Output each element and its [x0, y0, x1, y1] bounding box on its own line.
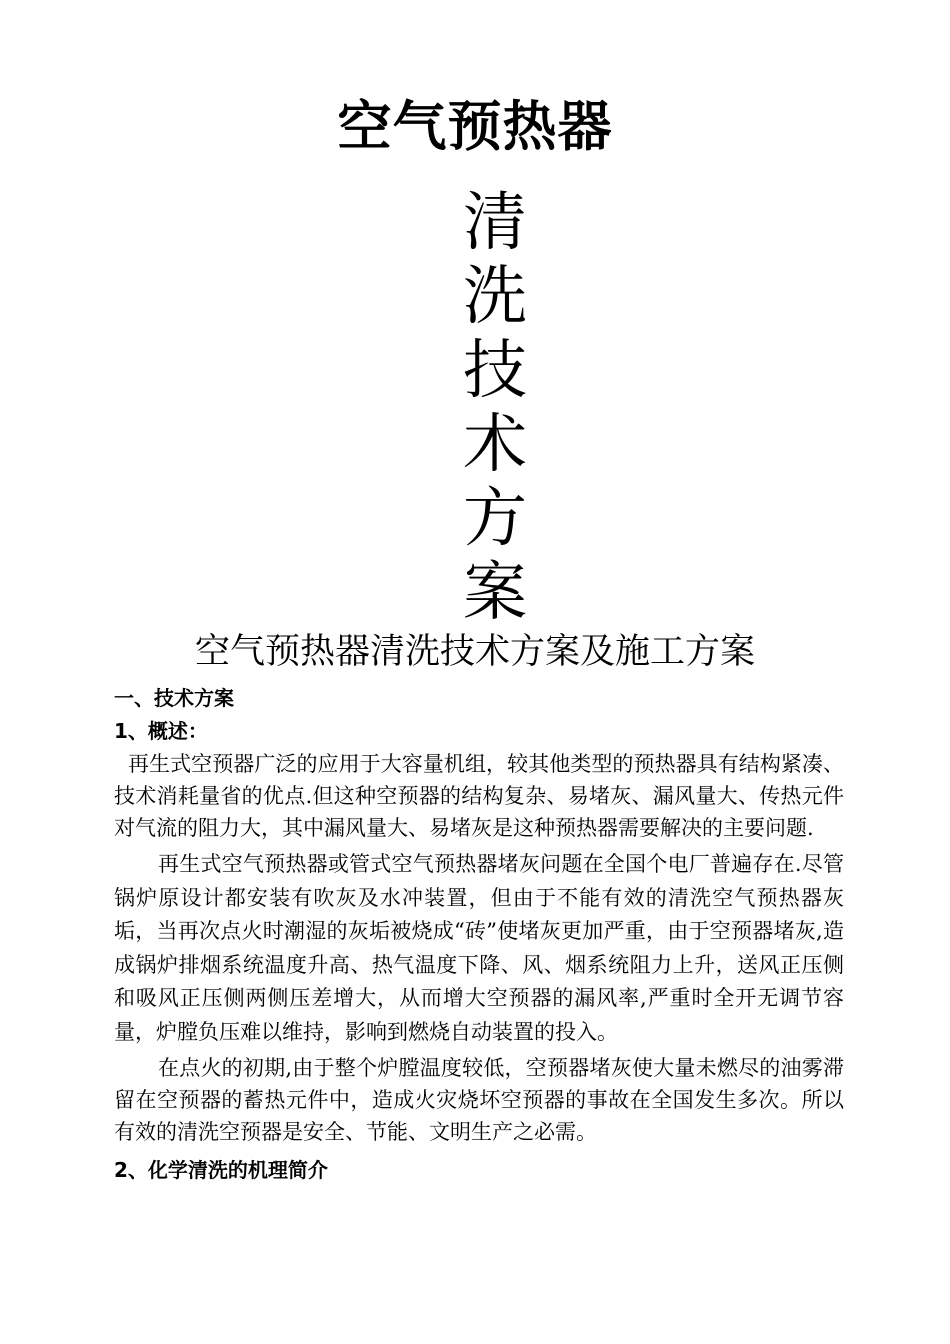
paragraph: 再生式空预器广泛的应用于大容量机组，较其他类型的预热器具有结构紧凑、技术消耗量省的优点.但这种空预器的结构复杂、易堵灰、漏风量大、传热元件对气流的阻力大，其中漏风量大、易堵灰是这种预热器需要解决的主要问题. — [114, 752, 844, 840]
vertical-title-char: 洗 — [463, 260, 527, 334]
vertical-title-char: 技 — [463, 334, 527, 408]
subsection-heading: 2、化学清洗的机理简介 — [114, 1157, 328, 1182]
paragraph: 在点火的初期,由于整个炉膛温度较低，空预器堵灰使大量未燃尽的油雾滞留在空预器的蓄热元件中，造成火灾烧坏空预器的事故在全国发生多次。所以有效的清洗空预器是安全、节能、文明生产之必需。 — [114, 1055, 844, 1144]
vertical-title — [455, 186, 535, 630]
document-subtitle: 空气预热器清洗技术方案及施工方案 — [194, 632, 755, 672]
vertical-title-char: 术 — [463, 408, 527, 482]
vertical-title-char: 方 — [463, 482, 527, 556]
section-heading: 一、技术方案 — [114, 686, 234, 710]
paragraph: 再生式空气预热器或管式空气预热器堵灰问题在全国个电厂普遍存在.尽管锅炉原设计都安装有吹灰及水冲装置，但由于不能有效的清洗空气预热器灰垢，当再次点火时潮湿的灰垢被烧成“砖”使堵灰更加严重，由于空预器堵灰,造成锅炉排烟系统温度升高、热气温度下降、风、烟系统阻力上升，送风正压侧和吸风正压侧两侧压差增大，从而增大空预器的漏风率,严重时全开无调节容量，炉膛负压难以维持，影响到燃烧自动装置的投入。 — [114, 852, 844, 1044]
document-body — [114, 682, 844, 1187]
document-title: 空气预热器 — [337, 95, 613, 158]
vertical-title-char: 案 — [463, 556, 527, 630]
subsection-heading: 1、概述： — [114, 719, 208, 743]
vertical-title-char: 清 — [463, 186, 527, 260]
